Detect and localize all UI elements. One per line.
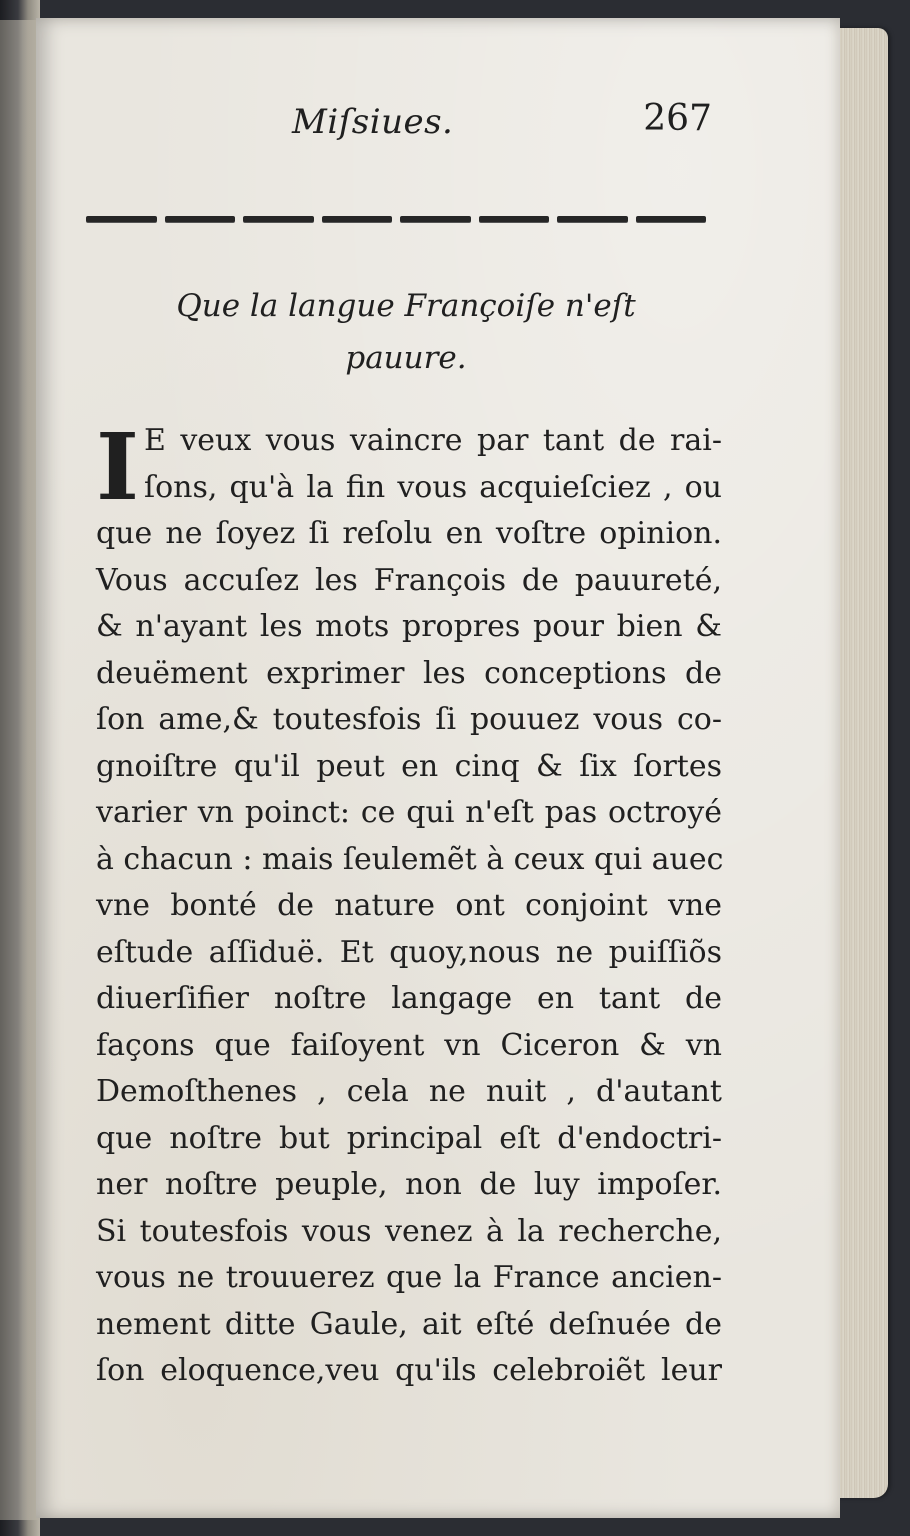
text-line: ſons, qu'à la fin vous acquieſciez , ou bbox=[144, 469, 722, 505]
text-line: ſon eloquence,veu qu'ils celebroiẽt leur bbox=[96, 1353, 722, 1388]
book-page bbox=[36, 18, 840, 1518]
text-line: gnoiſtre qu'il peut en cinq & ſix ſortes bbox=[96, 748, 722, 784]
text-line: ner noſtre peuple, non de luy impoſer. bbox=[96, 1167, 722, 1202]
text-line: eſtude aſſiduë. Et quoy,nous ne puiſſiõs bbox=[96, 934, 722, 970]
text-line: à chacun : mais ſeulemẽt à ceux qui auec bbox=[96, 841, 724, 877]
text-line: Demoſthenes , cela ne nuit , d'autant bbox=[96, 1074, 722, 1109]
body-text bbox=[96, 413, 724, 1395]
header-rule bbox=[86, 210, 706, 228]
text-line: Si toutesfois vous venez à la recherche, bbox=[96, 1213, 722, 1249]
text-line: varier vn poinct: ce qui n'eſt pas octroyé bbox=[96, 795, 722, 830]
section-title-line-1: Que la langue Françoiſe n'eſt bbox=[176, 288, 636, 324]
section-title-line-2: pauure. bbox=[345, 340, 467, 376]
page-header bbox=[292, 98, 712, 158]
text-line: deuëment exprimer les conceptions de bbox=[96, 655, 722, 691]
text-line: diuerſifier noſtre langage en tant de bbox=[96, 981, 722, 1016]
section-title bbox=[156, 280, 656, 384]
text-line: vous ne trouuerez que la France ancien- bbox=[96, 1260, 722, 1295]
text-line: ſon ame,& toutesfois ſi pouuez vous co- bbox=[96, 702, 722, 737]
running-head: Miſsiues. bbox=[292, 102, 454, 142]
drop-cap: I bbox=[96, 413, 140, 521]
text-line: nement ditte Gaule, ait eſté deſnuée de bbox=[96, 1306, 722, 1342]
text-line: que ne ſoyez ſi reſolu en voſtre opinion. bbox=[96, 516, 722, 551]
text-line: Vous accuſez les François de pauureté, bbox=[96, 562, 722, 598]
text-line: vne bonté de nature ont conjoint vne bbox=[96, 888, 722, 923]
text-line: E veux vous vaincre par tant de rai- bbox=[144, 423, 722, 458]
text-line: façons que faiſoyent vn Ciceron & vn bbox=[96, 1027, 722, 1063]
text-line: que noſtre but principal eſt d'endoctri- bbox=[96, 1120, 722, 1156]
text-line: & n'ayant les mots propres pour bien & bbox=[96, 609, 722, 644]
page-number: 267 bbox=[643, 98, 712, 139]
previous-page-edge bbox=[0, 20, 38, 1520]
